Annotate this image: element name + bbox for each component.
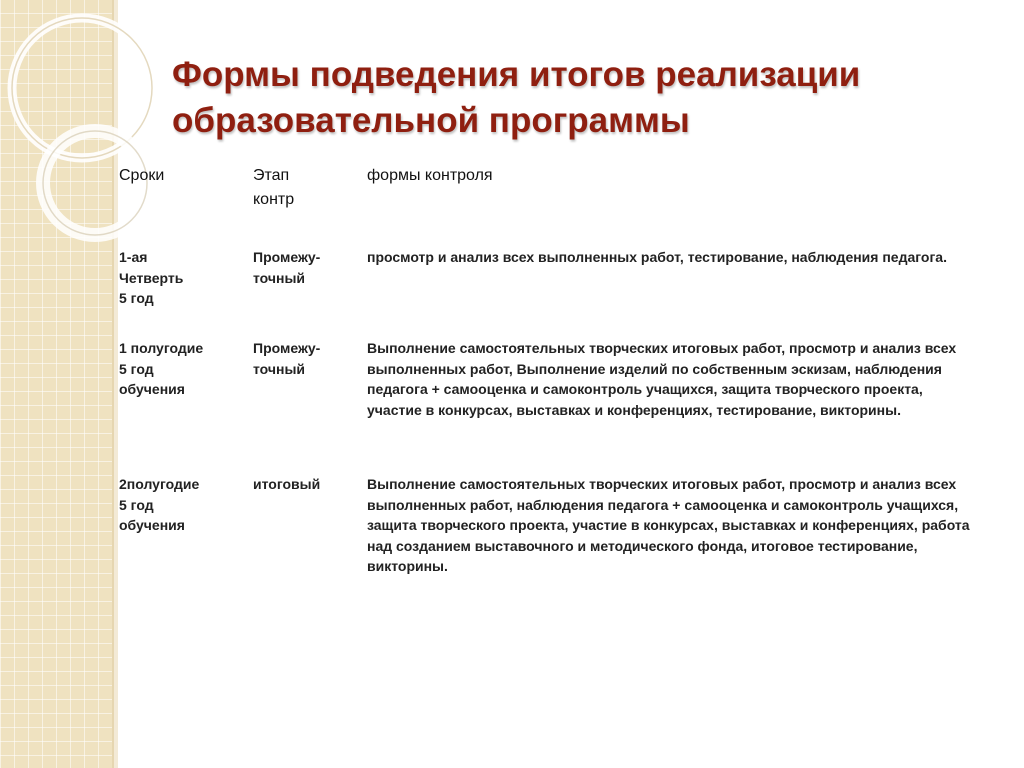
header-term: Сроки — [119, 167, 165, 184]
table-row-1-forms: просмотр и анализ всех выполненных работ, тестирование, наблюдения педагога. — [367, 249, 947, 265]
table-row-2-forms: Выполнение самостоятельных творческих итоговых работ, просмотр и анализ всех выполненных работ, Выполнение изделий по собственным эскизам, наблюдения педагога + самооценка и самоконтроль учащихся, защита творческого проекта, участие в конкурсах, выставках и конференциях, тестирование, викторины. — [367, 340, 957, 418]
table-row-3-term: 2полугодие 5 год обучения — [119, 476, 200, 533]
header-forms: формы контроля — [367, 167, 493, 184]
slide-title: Формы подведения итогов реализации образовательной программы — [172, 55, 861, 140]
table-row-3-stage: итоговый — [253, 476, 321, 492]
header-stage: Этап контр — [253, 167, 295, 208]
table-row-1-stage: Промежу- точный — [253, 249, 321, 286]
table-row-3-forms: Выполнение самостоятельных творческих итоговых работ, просмотр и анализ всех выполненных работ, наблюдения педагога + самооценка и самоконтроль учащихся, защита творческого проекта, участие в конкурсах, выставках и конференциях, работа над созданием выставочного и методического фонда, итоговое тестирование, викторины. — [367, 476, 970, 574]
table-row-2-term: 1 полугодие 5 год обучения — [119, 340, 204, 397]
table-row-1-term: 1-ая Четверть 5 год — [119, 249, 184, 306]
table-row-2-stage: Промежу- точный — [253, 340, 321, 377]
